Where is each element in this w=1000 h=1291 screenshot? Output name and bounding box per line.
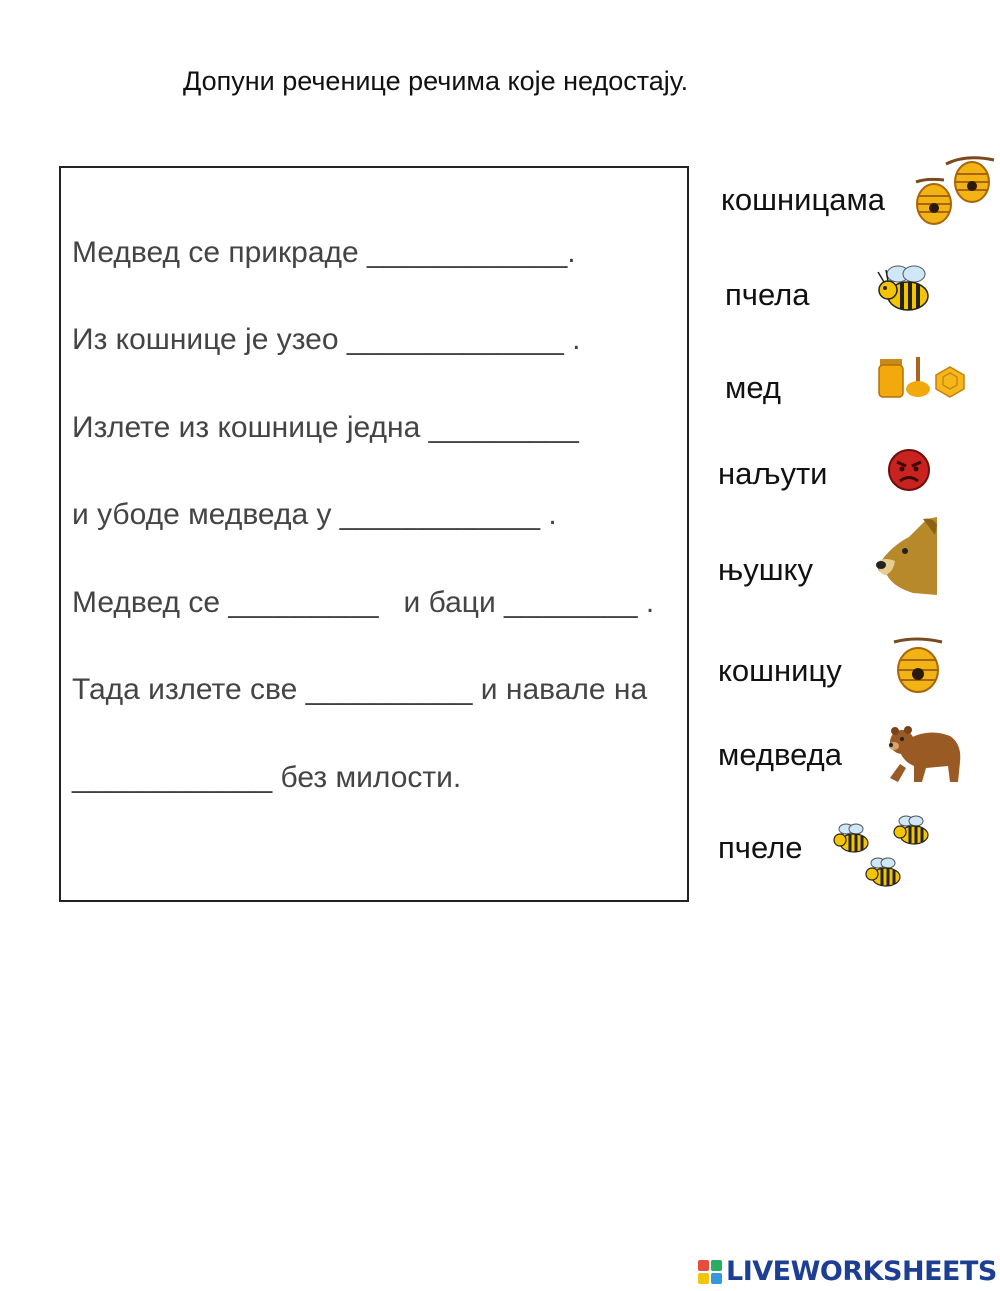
liveworksheets-logo bbox=[698, 1256, 997, 1287]
bear-snout-icon bbox=[873, 515, 939, 597]
word-med[interactable]: мед bbox=[725, 370, 781, 405]
word-pchela[interactable]: пчела bbox=[725, 277, 810, 312]
beehives-icon bbox=[906, 152, 996, 228]
bear-icon bbox=[886, 722, 966, 786]
bee-icon bbox=[874, 262, 934, 318]
beehive-icon bbox=[890, 636, 946, 694]
sentence-2: Из кошнице је узео _____________ . bbox=[72, 323, 581, 356]
bees-icon bbox=[832, 815, 936, 895]
sentence-6: Тада излете све __________ и навале на bbox=[72, 673, 648, 706]
word-medveda[interactable]: медведа bbox=[718, 737, 842, 772]
word-koshnicu[interactable]: кошницу bbox=[718, 653, 842, 688]
sentence-3: Излете из кошнице једна _________ bbox=[72, 411, 579, 444]
word-pchele[interactable]: пчеле bbox=[718, 830, 803, 865]
word-njushku[interactable]: њушку bbox=[718, 552, 813, 587]
word-koshnicama[interactable]: кошницама bbox=[721, 182, 886, 217]
word-naljuti[interactable]: наљути bbox=[718, 456, 828, 491]
logo-squares-icon bbox=[698, 1260, 722, 1284]
sentence-7: ____________ без милости. bbox=[72, 761, 462, 794]
sentence-1: Медвед се прикраде ____________. bbox=[72, 236, 576, 269]
angry-face-icon bbox=[887, 448, 931, 492]
logo-text: LIVEWORKSHEETS bbox=[726, 1256, 997, 1287]
sentence-4: и убоде медведа у ____________ . bbox=[72, 498, 557, 531]
sentence-5: Медвед се _________ и баци ________ . bbox=[72, 586, 655, 619]
honey-icon bbox=[876, 355, 966, 401]
instruction-title: Допуни реченице речима које недостају. bbox=[183, 66, 689, 96]
